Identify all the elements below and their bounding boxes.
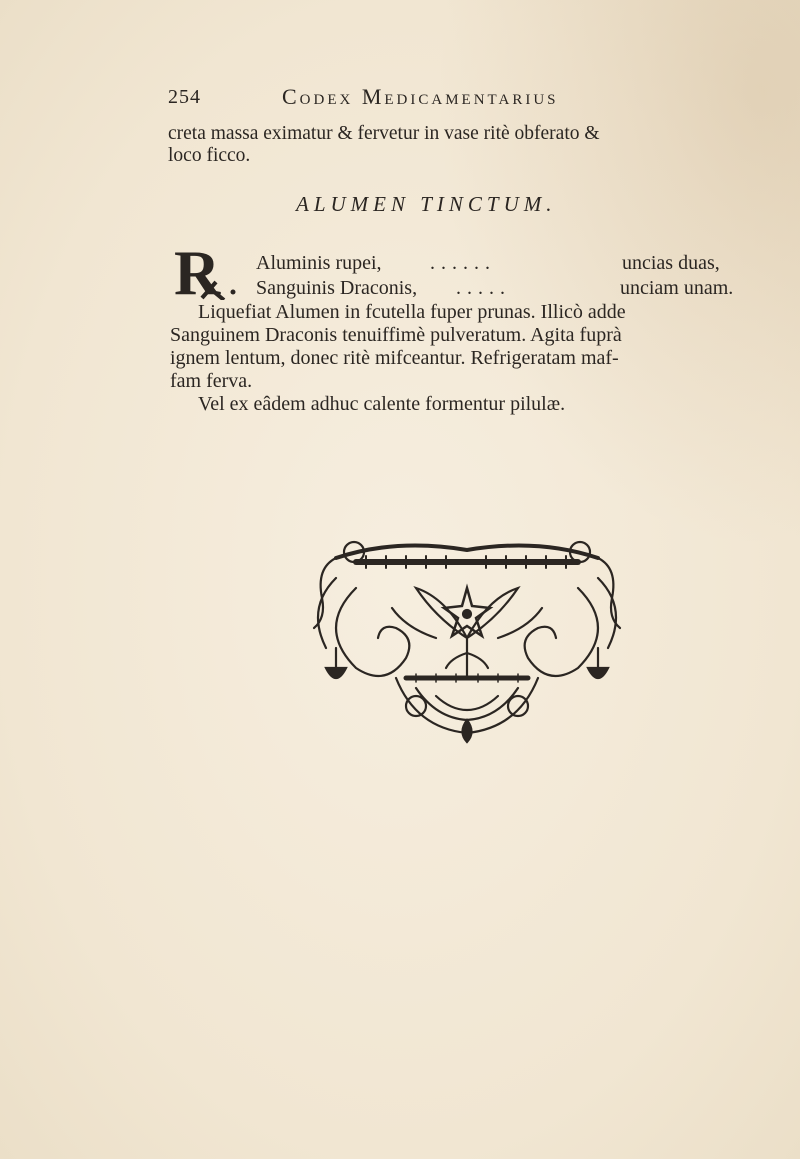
running-title: Codex Medicamentarius — [282, 84, 559, 109]
ingredient-leader-dots: ...... — [430, 252, 496, 274]
body-line: Liquefiat Alumen in fcutella fuper prunas. Illicò adde — [198, 301, 626, 323]
ingredient-quantity: unciam unam. — [620, 277, 734, 299]
floral-tailpiece-ornament-icon — [296, 528, 638, 744]
ingredient-name: Sanguinis Draconis, — [256, 277, 418, 299]
body-line: ignem lentum, donec ritè mifceantur. Refrigeratam maf- — [170, 347, 619, 369]
recipe-title: ALUMEN TINCTUM. — [296, 192, 557, 216]
ingredient-quantity: uncias duas, — [622, 252, 720, 274]
body-line: fam ferva. — [170, 370, 253, 392]
body-line: Sanguinem Draconis tenuiffimè pulveratum. Agita fuprà — [170, 324, 622, 346]
ingredient-name: Aluminis rupei, — [256, 252, 382, 274]
intro-line-1: creta massa eximatur & fervetur in vase ritè obferato & — [168, 123, 600, 144]
ingredient-leader-dots: ..... — [456, 277, 511, 299]
page-header — [168, 84, 658, 114]
body-line: Vel ex eâdem adhuc calente formentur pilulæ. — [198, 393, 566, 415]
intro-line-2: loco ficco. — [168, 145, 251, 166]
page-number: 254 — [168, 86, 201, 108]
svg-text:R: R — [174, 242, 221, 300]
recipe-symbol-icon — [172, 242, 238, 300]
